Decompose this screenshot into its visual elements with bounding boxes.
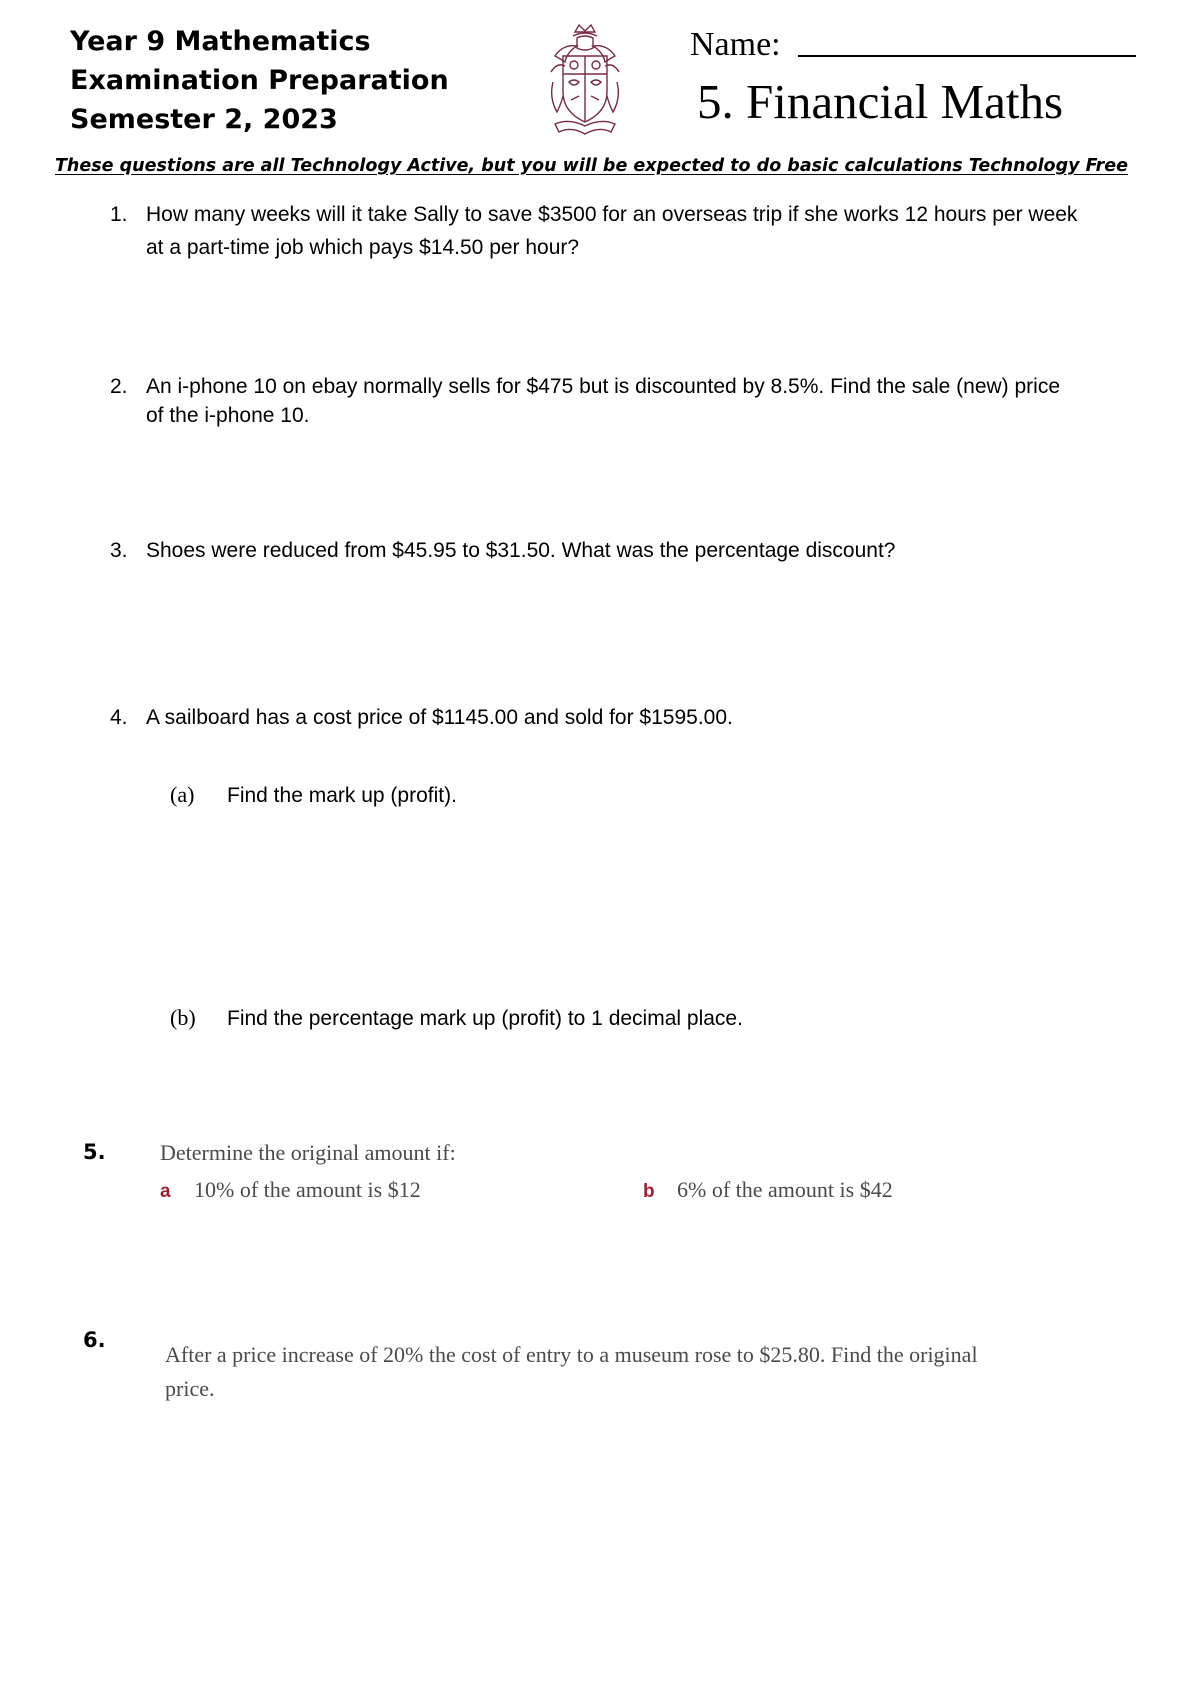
name-label: Name: (690, 26, 781, 63)
question-4a (170, 778, 457, 812)
question-text-continued: price. (165, 1376, 215, 1401)
question-number: 2. (110, 375, 128, 398)
question-text-continued: at a part-time job which pays $14.50 per hour? (146, 236, 580, 259)
question-number: 6. (83, 1328, 106, 1352)
course-title: Year 9 Mathematics (70, 26, 371, 57)
question-1 (110, 198, 1150, 264)
subquestion-text: Find the percentage mark up (profit) to 1 decimal place. (227, 1007, 743, 1030)
school-crest-icon (545, 22, 625, 138)
name-field-line[interactable] (798, 55, 1136, 57)
question-text: An i-phone 10 on ebay normally sells for $475 but is discounted by 8.5%. Find the sale (new) price (146, 375, 1061, 398)
question-3 (110, 534, 1150, 567)
subquestion-label: (a) (170, 782, 195, 807)
question-number: 3. (110, 539, 128, 562)
question-text: A sailboard has a cost price of $1145.00 and sold for $1595.00. (146, 706, 733, 729)
question-6 (165, 1338, 978, 1406)
question-2 (110, 370, 1150, 432)
subquestion-label: b (643, 1181, 655, 1202)
question-5b (643, 1177, 893, 1203)
question-4b (170, 1001, 743, 1035)
question-number: 4. (110, 706, 128, 729)
subquestion-text: 10% of the amount is $12 (194, 1177, 421, 1202)
question-text: After a price increase of 20% the cost of entry to a museum rose to $25.80. Find the original (165, 1342, 978, 1367)
question-text: Shoes were reduced from $45.95 to $31.50. What was the percentage discount? (146, 539, 896, 562)
semester-label: Semester 2, 2023 (70, 104, 338, 135)
subquestion-label: (b) (170, 1005, 196, 1030)
subquestion-text: Find the mark up (profit). (227, 784, 457, 807)
question-text: Determine the original amount if: (160, 1140, 456, 1165)
question-4 (110, 701, 1150, 734)
subquestion-label: a (160, 1181, 171, 1202)
question-text: How many weeks will it take Sally to save $3500 for an overseas trip if she works 12 hours per week (146, 203, 1078, 226)
instructions-banner: These questions are all Technology Active, but you will be expected to do basic calculations Technology Free (55, 156, 1129, 176)
topic-title: 5. Financial Maths (697, 74, 1064, 129)
question-text-continued: of the i-phone 10. (146, 404, 310, 427)
question-5a (160, 1177, 421, 1203)
exam-title: Examination Preparation (70, 65, 449, 96)
question-number: 1. (110, 203, 128, 226)
question-number: 5. (83, 1140, 106, 1164)
subquestion-text: 6% of the amount is $42 (677, 1177, 893, 1202)
